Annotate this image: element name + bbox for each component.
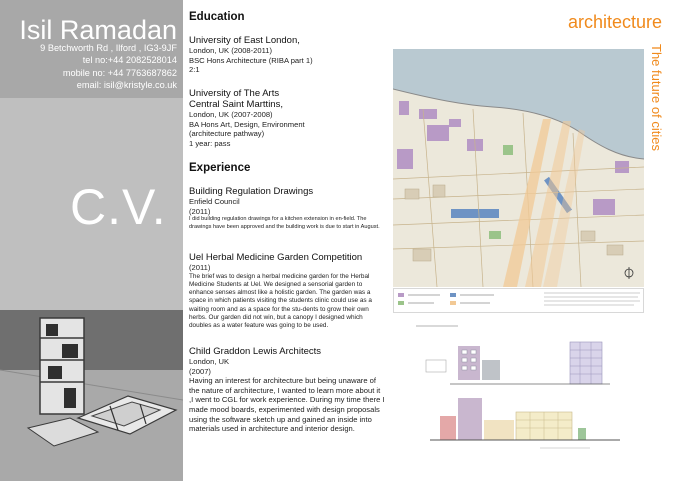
experience-description: Having an interest for architecture but being unaware of the nature of architecture, I wanted to learn more about it ,I went to CGL for work experience. During my time there I made mood boards, experimented with design proposals using the software sketch up and gained an inside into materials used in architecture and interior design. (189, 376, 385, 434)
elevation-drawings (410, 320, 660, 455)
site-map (393, 49, 644, 287)
education-line: BSC Hons Architecture (RIBA part 1) (189, 55, 313, 65)
experience-description: The brief was to design a herbal medicine garden for the Herbal Medicine Students at Uel. We designed a sensorial garden to enhance senses almost like a holistic garden. The garden was a space in which patients visiting the students clinic could use as a waiting room and as a space for the stu-dents to grow their own herbs. Our garden did not win, but a canopy I designed which doubles as a water feature was going to be used. (189, 272, 372, 330)
profile-panel (0, 0, 183, 481)
telephone: tel no:+44 2082528014 (82, 55, 177, 66)
experience-entry (189, 346, 385, 434)
experience-entry (189, 186, 385, 231)
education-entry (189, 88, 385, 148)
experience-heading: Experience (189, 162, 251, 174)
education-title: University of East London, (189, 35, 300, 46)
education-title: University of The Arts (189, 88, 280, 99)
experience-title: Uel Herbal Medicine Garden Competition (189, 252, 363, 263)
experience-description: I did building regulation drawings for a kitchen extension in en-field. The drawings have been approved and the building work is due to start in August. (189, 216, 380, 230)
cv-label: C.V. (70, 179, 167, 235)
address: 9 Betchworth Rd , Ilford , IG3-9JF (40, 43, 177, 53)
education-line: BA Hons Art, Design, Environment (189, 119, 305, 129)
experience-org: London, UK (189, 357, 230, 366)
education-line: (architecture pathway) (189, 129, 265, 139)
experience-entry (189, 252, 385, 331)
education-line: London, UK (2007-2008) (189, 110, 273, 119)
education-entry (189, 35, 385, 75)
map-legend (393, 288, 644, 313)
email: email: isil@kristyle.co.uk (76, 80, 177, 91)
experience-title: Child Graddon Lewis Architects (189, 346, 322, 357)
education-title-line2: Central Saint Marttins, (189, 99, 283, 110)
education-heading: Education (189, 11, 245, 23)
experience-org: Enfield Council (189, 197, 240, 206)
contact-block (40, 42, 177, 92)
mobile: mobile no: +44 7763687862 (62, 67, 177, 78)
experience-year: (2011) (189, 206, 211, 216)
architecture-title: architecture (567, 12, 662, 32)
experience-year: (2011) (189, 263, 211, 272)
future-of-cities-title: The future of cities (649, 44, 664, 151)
experience-title: Building Regulation Drawings (189, 186, 314, 197)
education-line: London, UK (2008-2011) (189, 46, 273, 55)
education-line: 1 year: pass (189, 138, 231, 148)
profile-name: Isil Ramadan (19, 15, 177, 45)
experience-year: (2007) (189, 366, 211, 376)
education-line: 2:1 (189, 65, 200, 75)
architectural-model-photo (0, 310, 183, 481)
